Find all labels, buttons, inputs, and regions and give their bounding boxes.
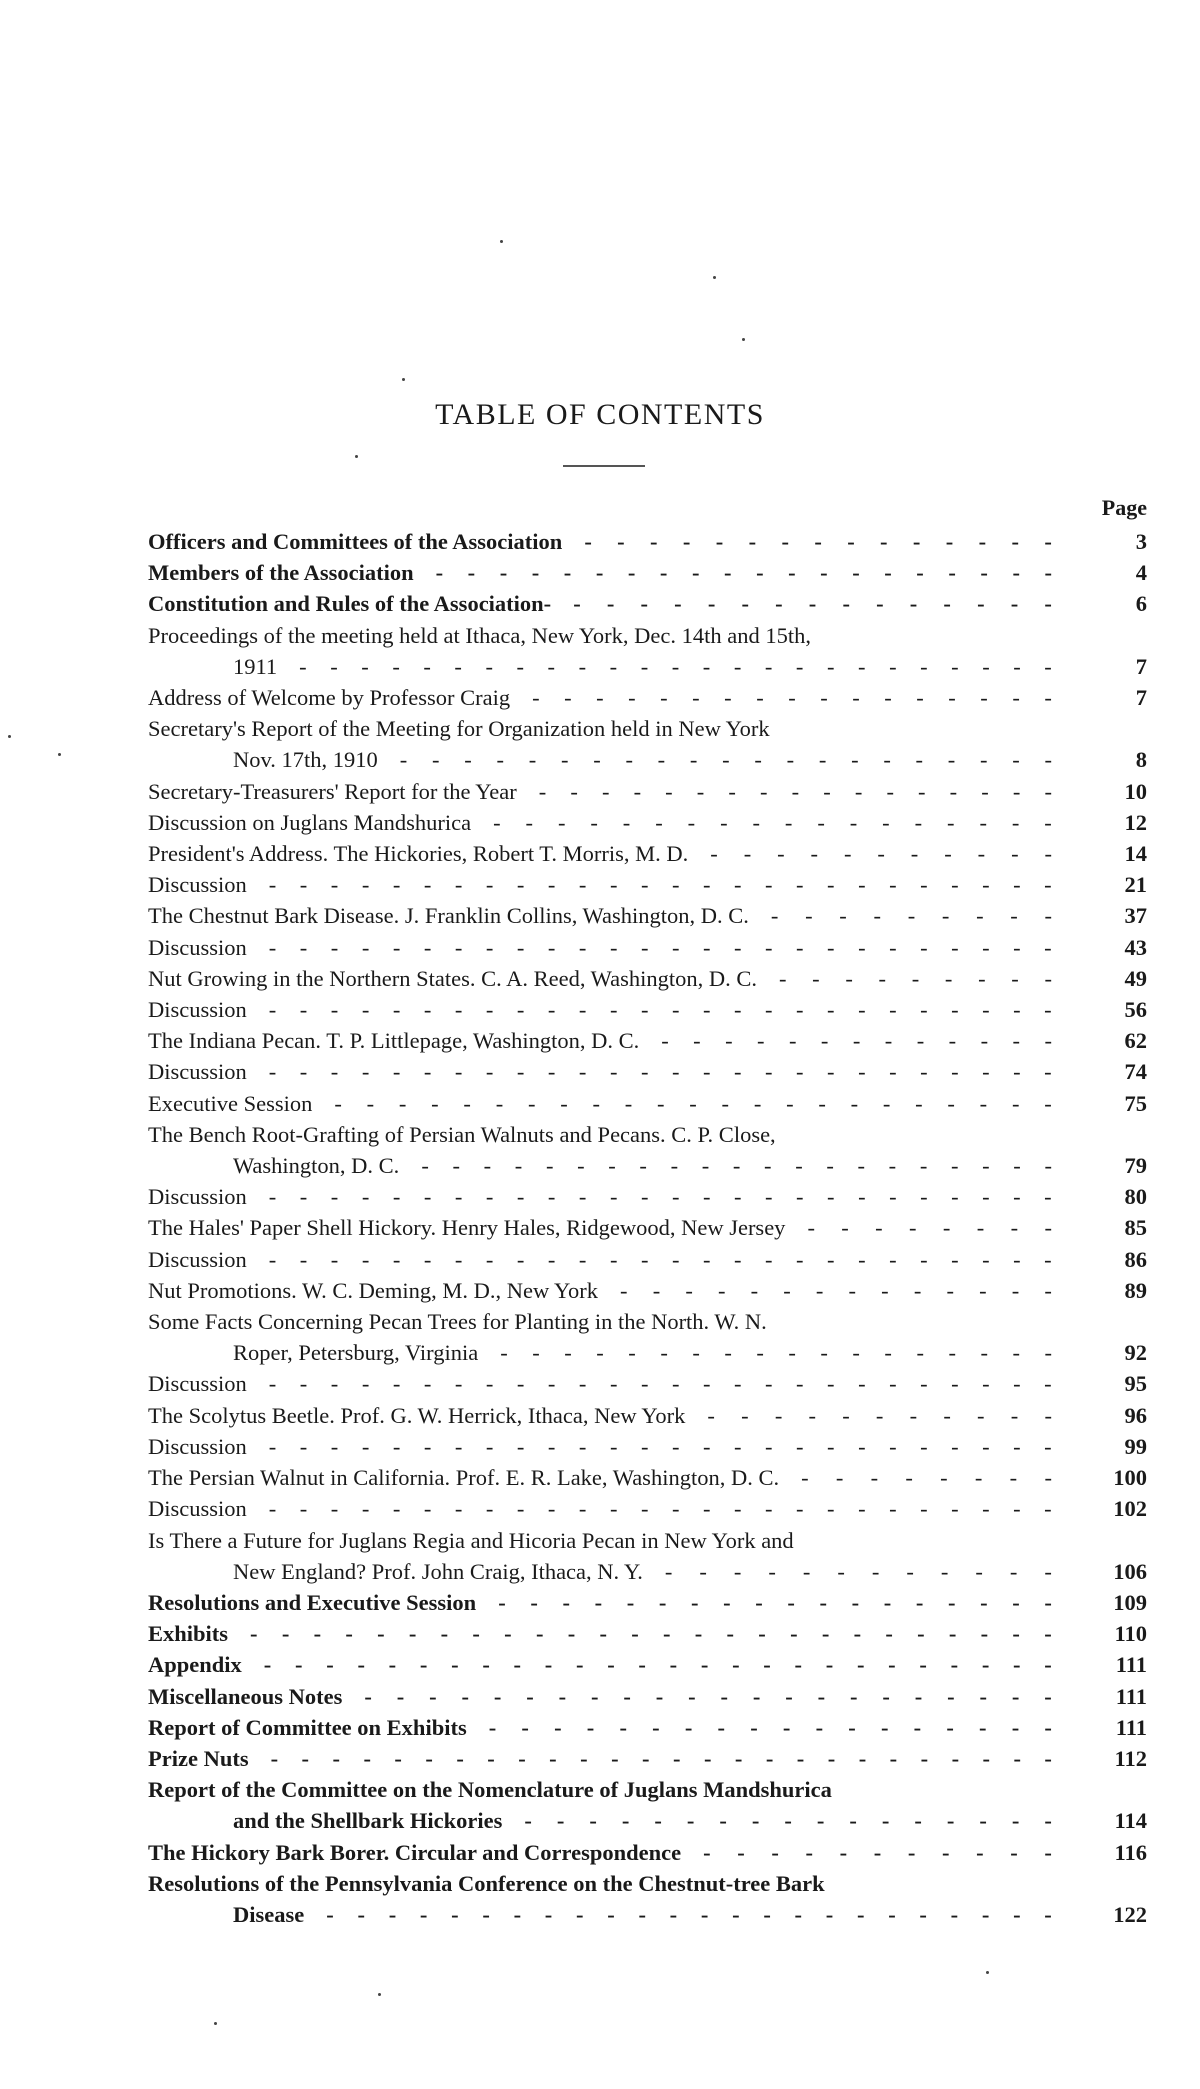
dot-leader: - - - - - - - - - - - - - - - - - xyxy=(524,1808,1052,1834)
dot-leader: - - - - - - - - - - - - - - - - - - - - - - xyxy=(364,1683,1052,1709)
toc-entry xyxy=(148,1088,1147,1119)
toc-entry-title-continued: 1911 xyxy=(233,653,278,679)
toc-page-number: 62 xyxy=(1124,1028,1147,1054)
dot-leader: - - - - - - - - - - - - - - - - - xyxy=(538,778,1052,804)
toc-entry-title: Constitution and Rules of the Association- xyxy=(148,591,552,617)
toc-page-number: 89 xyxy=(1124,1277,1147,1303)
toc-page-number: 7 xyxy=(1135,685,1147,711)
toc-entry-title: Discussion xyxy=(148,934,247,960)
toc-entry-title: Discussion xyxy=(148,1246,247,1272)
dot-leader: - - - - - - - - xyxy=(807,1215,1052,1241)
dot-leader: - - - - - - - - - xyxy=(778,965,1052,991)
toc-entry xyxy=(148,526,1147,557)
toc-entry xyxy=(148,1056,1147,1087)
toc-entry xyxy=(148,900,1147,931)
toc-entry xyxy=(148,1025,1147,1056)
toc-entry xyxy=(148,932,1147,963)
dot-leader: - - - - - - - - - - - - - - - - - - - - - - - xyxy=(334,1090,1052,1116)
toc-page-number: 110 xyxy=(1114,1621,1147,1647)
dot-leader: - - - - - - - - - - - - - - - - - - - - - - - - - - xyxy=(268,1246,1052,1272)
dot-leader: - - - - - - - - - - - - - - - - - - - - - - - - - - xyxy=(263,1652,1052,1678)
toc-page-number: 79 xyxy=(1124,1153,1147,1179)
toc-entry xyxy=(148,1306,1147,1368)
toc-entry-title: Discussion xyxy=(148,1496,247,1522)
toc-page-number: 74 xyxy=(1124,1059,1147,1085)
dot-leader: - - - - - - - - - - - - - - - - - - - - - xyxy=(421,1153,1052,1179)
dot-leader: - - - - - - - - - - - - - - - xyxy=(584,529,1052,554)
toc-entry-title: Some Facts Concerning Pecan Trees for Planting in the North. W. N. xyxy=(148,1309,767,1335)
toc-entry xyxy=(148,1400,1147,1431)
toc-entry-title-continued: and the Shellbark Hickories xyxy=(233,1808,503,1834)
toc-entry xyxy=(148,1837,1147,1868)
toc-entry-title: Discussion xyxy=(148,1433,247,1459)
scan-speck xyxy=(355,455,358,458)
dot-leader: - - - - - - - - - - - - xyxy=(664,1558,1052,1584)
toc-entry xyxy=(148,557,1147,588)
toc-entry-title: Report of the Committee on the Nomenclature of Juglans Mandshurica xyxy=(148,1777,832,1803)
toc-entry xyxy=(148,1275,1147,1306)
dot-leader: - - - - - - - - - - - - - - - - - - xyxy=(498,1589,1052,1615)
toc-page-number: 111 xyxy=(1115,1652,1147,1678)
toc-entry xyxy=(148,1431,1147,1462)
toc-entry xyxy=(148,1525,1147,1587)
scan-speck xyxy=(402,378,405,381)
toc-entry-title: The Chestnut Bark Disease. J. Franklin Collins, Washington, D. C. xyxy=(148,903,749,929)
toc-entry-title: The Persian Walnut in California. Prof. E. R. Lake, Washington, D. C. xyxy=(148,1465,780,1491)
dot-leader: - - - - - - - - - xyxy=(770,903,1052,929)
toc-entry xyxy=(148,1462,1147,1493)
toc-page-number: 92 xyxy=(1124,1340,1147,1366)
toc-entry-title: Resolutions of the Pennsylvania Conference on the Chestnut-tree Bark xyxy=(148,1870,825,1896)
toc-entry-title: Discussion xyxy=(148,997,247,1023)
toc-entry xyxy=(148,1681,1147,1712)
toc-list xyxy=(148,526,1147,1930)
dot-leader: - - - - - - - - - - - - - - - - - - - - - - - - - - xyxy=(268,1184,1052,1210)
toc-entry-title: The Scolytus Beetle. Prof. G. W. Herrick, Ithaca, New York xyxy=(148,1402,686,1428)
toc-entry-title: Executive Session xyxy=(148,1090,313,1116)
toc-entry-title: Proceedings of the meeting held at Ithaca, New York, Dec. 14th and 15th, xyxy=(148,622,811,648)
toc-entry-title: Secretary's Report of the Meeting for Organization held in New York xyxy=(148,716,770,742)
scan-speck xyxy=(986,1971,989,1974)
toc-entry xyxy=(148,838,1147,869)
toc-entry xyxy=(148,588,1147,619)
scan-speck xyxy=(8,735,11,738)
toc-entry xyxy=(148,682,1147,713)
scan-speck xyxy=(58,753,61,756)
toc-page-number: 116 xyxy=(1114,1839,1147,1865)
toc-entry xyxy=(148,1712,1147,1743)
toc-entry-title: Nut Promotions. W. C. Deming, M. D., New York xyxy=(148,1277,599,1303)
toc-page-number: 86 xyxy=(1124,1246,1147,1272)
toc-entry-title: Address of Welcome by Professor Craig xyxy=(148,685,511,711)
dot-leader: - - - - - - - - - - - - - - - xyxy=(573,591,1052,617)
toc-entry-title-continued: Nov. 17th, 1910 xyxy=(233,747,378,773)
dot-leader: - - - - - - - - - - - - - - - - - - - - - - - - - - xyxy=(250,1621,1052,1647)
scan-speck xyxy=(214,2022,217,2025)
toc-entry-title: Officers and Committees of the Association xyxy=(148,529,563,554)
dot-leader: - - - - - - - - - - - - - - - - - - - - - xyxy=(399,747,1052,773)
dot-leader: - - - - - - - - - - - xyxy=(707,1402,1052,1428)
dot-leader: - - - - - - - - - - - - - - - - - - xyxy=(488,1714,1052,1740)
toc-entry xyxy=(148,1244,1147,1275)
dot-leader: - - - - - - - - - - - - - - - - - - xyxy=(493,809,1052,835)
toc-entry-title: Discussion on Juglans Mandshurica xyxy=(148,809,472,835)
toc-page-number: 6 xyxy=(1135,591,1147,617)
toc-page-number: 112 xyxy=(1114,1745,1147,1771)
toc-entry-title: Exhibits xyxy=(148,1621,229,1647)
toc-page-number: 99 xyxy=(1124,1433,1147,1459)
toc-page-number: 12 xyxy=(1124,809,1147,835)
scan-speck xyxy=(742,338,745,341)
dot-leader: - - - - - - - - - - - xyxy=(703,1839,1052,1865)
toc-entry xyxy=(148,1587,1147,1618)
toc-entry xyxy=(148,869,1147,900)
scan-speck xyxy=(713,276,716,279)
toc-entry-title: The Hickory Bark Borer. Circular and Correspondence xyxy=(148,1839,682,1865)
toc-entry-title-continued: New England? Prof. John Craig, Ithaca, N. Y. xyxy=(233,1558,643,1584)
dot-leader: - - - - - - - - - - - - - - - - - - - - - - - - - - xyxy=(268,934,1052,960)
toc-entry-title: Appendix xyxy=(148,1652,242,1678)
toc-page-number: 21 xyxy=(1124,872,1147,898)
toc-entry-title: Discussion xyxy=(148,872,247,898)
page-title: TABLE OF CONTENTS xyxy=(435,398,765,431)
toc-entry xyxy=(148,1181,1147,1212)
toc-entry-title-continued: Washington, D. C. xyxy=(233,1153,400,1179)
dot-leader: - - - - - - - - - - - - - - - - - xyxy=(532,685,1052,711)
toc-page-number: 95 xyxy=(1124,1371,1147,1397)
toc-entry xyxy=(148,776,1147,807)
toc-entry-title-continued: Disease xyxy=(233,1901,305,1927)
toc-entry-title: Nut Growing in the Northern States. C. A. Reed, Washington, D. C. xyxy=(148,965,757,991)
toc-page-number: 85 xyxy=(1124,1215,1147,1241)
toc-entry-title-continued: Roper, Petersburg, Virginia xyxy=(233,1340,479,1366)
toc-page-number: 8 xyxy=(1135,747,1147,773)
toc-page-number: 56 xyxy=(1124,997,1147,1023)
dot-leader: - - - - - - - - - - - - - - - - - - - - - - - - - - xyxy=(268,1371,1052,1397)
toc-page-number: 3 xyxy=(1135,529,1147,554)
toc-entry-title: Resolutions and Executive Session xyxy=(148,1589,477,1615)
toc-entry xyxy=(148,1119,1147,1181)
dot-leader: - - - - - - - - - - - - - - - - - - - - - - - - - - xyxy=(268,872,1052,898)
toc-entry-title: President's Address. The Hickories, Robert T. Morris, M. D. xyxy=(148,841,689,867)
toc-entry xyxy=(148,1649,1147,1680)
dot-leader: - - - - - - - - - - - - - - - - - - - - xyxy=(435,560,1052,586)
toc-entry-title: The Bench Root-Grafting of Persian Walnuts and Pecans. C. P. Close, xyxy=(148,1121,776,1147)
dot-leader: - - - - - - - - - - - - - - - - - - xyxy=(500,1340,1052,1366)
toc-entry-title: The Indiana Pecan. T. P. Littlepage, Washington, D. C. xyxy=(148,1028,640,1054)
dot-leader: - - - - - - - - - - - - - - - - - - - - - - - - - - xyxy=(268,1496,1052,1522)
toc-page-number: 114 xyxy=(1114,1808,1147,1834)
toc-entry-title: Discussion xyxy=(148,1184,247,1210)
toc-page-number: 7 xyxy=(1135,653,1147,679)
dot-leader: - - - - - - - - - - - - - - - - - - - - - - - - - - xyxy=(268,1433,1052,1459)
toc-page-number: 111 xyxy=(1115,1714,1147,1740)
toc-page-number: 80 xyxy=(1124,1184,1147,1210)
toc-entry xyxy=(148,1493,1147,1524)
toc-page-number: 102 xyxy=(1113,1496,1147,1522)
toc-page-number: 100 xyxy=(1113,1465,1147,1491)
title-rule xyxy=(563,465,645,467)
dot-leader: - - - - - - - - - - - - - - - - - - - - - - - - - - xyxy=(268,1059,1052,1085)
toc-entry-title: Prize Nuts xyxy=(148,1745,249,1771)
dot-leader: - - - - - - - - - - - - - - xyxy=(620,1277,1052,1303)
toc-entry-title: Discussion xyxy=(148,1059,247,1085)
toc-entry-title: Report of Committee on Exhibits xyxy=(148,1714,467,1740)
toc-entry-title: Discussion xyxy=(148,1371,247,1397)
toc-entry xyxy=(148,1868,1147,1930)
toc-entry xyxy=(148,1212,1147,1243)
toc-entry xyxy=(148,1618,1147,1649)
toc-entry xyxy=(148,807,1147,838)
page-column-header: Page xyxy=(1101,495,1147,520)
scan-speck xyxy=(500,240,503,243)
toc-entry xyxy=(148,963,1147,994)
dot-leader: - - - - - - - - xyxy=(801,1465,1052,1491)
toc-entry-title: Secretary-Treasurers' Report for the Year xyxy=(148,778,517,804)
toc-entry xyxy=(148,1743,1147,1774)
dot-leader: - - - - - - - - - - - - - - - - - - - - - - - - - - xyxy=(268,997,1052,1023)
toc-page-number: 96 xyxy=(1124,1402,1147,1428)
toc-page-number: 122 xyxy=(1113,1901,1147,1927)
toc-entry xyxy=(148,1368,1147,1399)
toc-page-number: 10 xyxy=(1124,778,1147,804)
toc-entry xyxy=(148,713,1147,775)
toc-page-number: 109 xyxy=(1113,1589,1147,1615)
toc-page-number: 106 xyxy=(1113,1558,1147,1584)
toc-entry-title: Is There a Future for Juglans Regia and Hicoria Pecan in New York and xyxy=(148,1527,794,1553)
dot-leader: - - - - - - - - - - - - - xyxy=(661,1028,1052,1054)
scan-speck xyxy=(378,1993,381,1996)
toc-entry xyxy=(148,994,1147,1025)
toc-page-number: 111 xyxy=(1115,1683,1147,1709)
toc-page-number: 14 xyxy=(1124,841,1147,867)
toc-page-number: 49 xyxy=(1124,965,1147,991)
toc-page-number: 37 xyxy=(1124,903,1147,929)
toc-entry xyxy=(148,1774,1147,1836)
toc-entry-title: Miscellaneous Notes xyxy=(148,1683,343,1709)
toc-entry-title: The Hales' Paper Shell Hickory. Henry Hales, Ridgewood, New Jersey xyxy=(148,1215,786,1241)
toc-entry xyxy=(148,620,1147,682)
dot-leader: - - - - - - - - - - - - - - - - - - - - - - - - xyxy=(326,1901,1052,1927)
dot-leader: - - - - - - - - - - - - - - - - - - - - - - - - - - xyxy=(270,1745,1052,1771)
dot-leader: - - - - - - - - - - - - - - - - - - - - - - - - - xyxy=(299,653,1052,679)
toc-page-number: 43 xyxy=(1124,934,1147,960)
dot-leader: - - - - - - - - - - - xyxy=(710,841,1052,867)
toc-entry-title: Members of the Association xyxy=(148,560,414,586)
toc-page-number: 4 xyxy=(1135,560,1147,586)
toc-page-number: 75 xyxy=(1124,1090,1147,1116)
